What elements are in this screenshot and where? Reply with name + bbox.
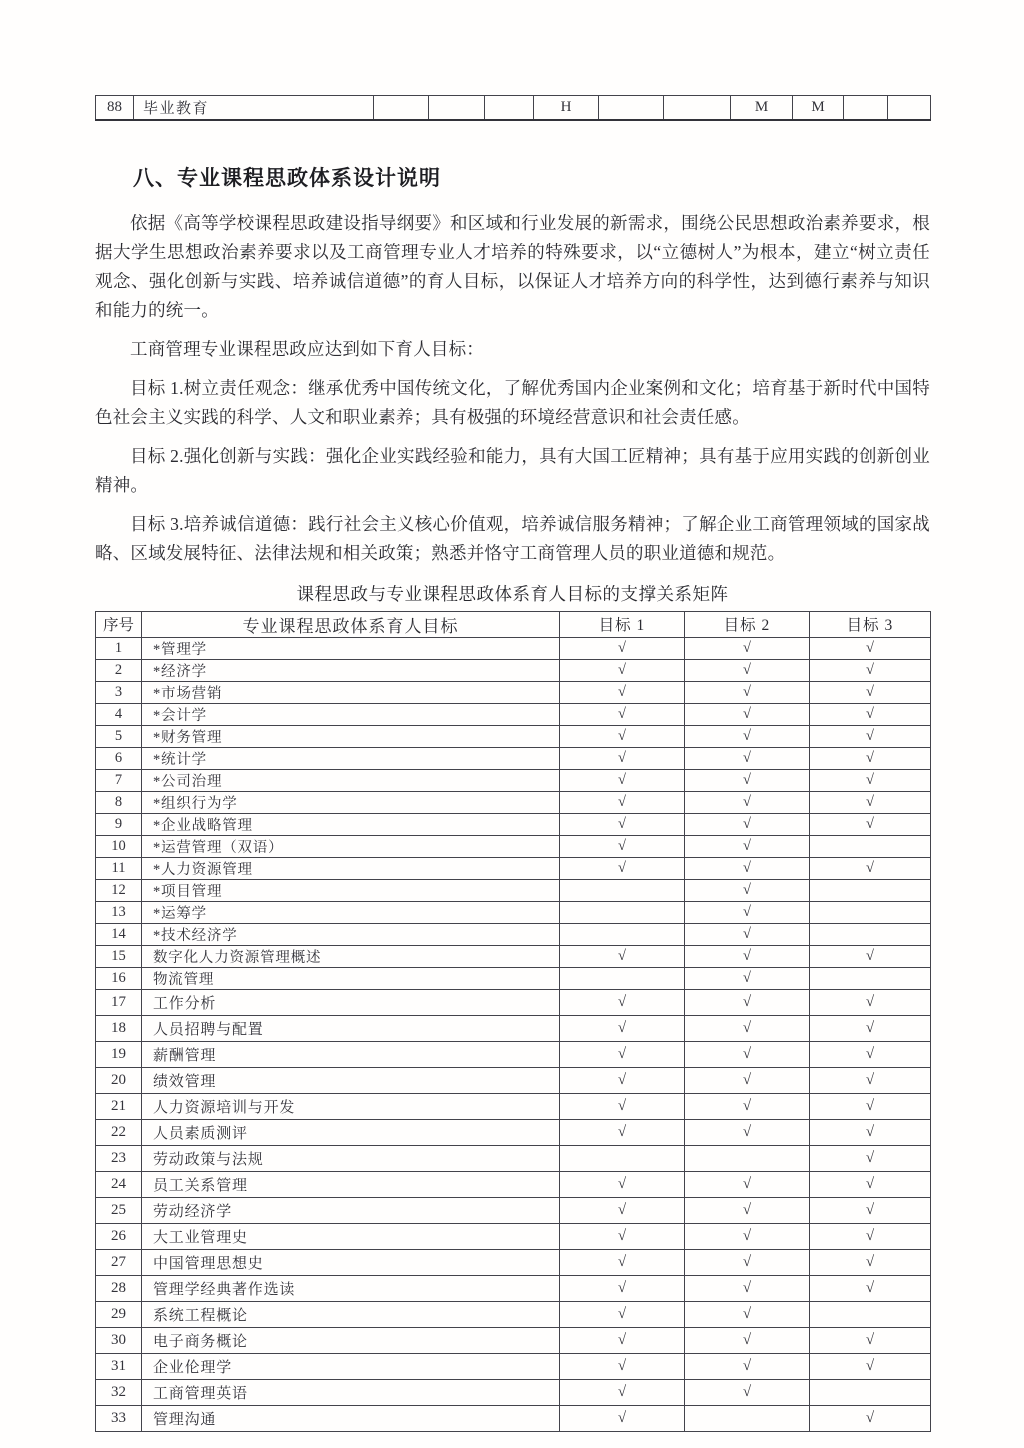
row-number-cell: 28 bbox=[96, 1275, 142, 1301]
goal-mark-cell: √ bbox=[810, 1275, 931, 1301]
row-number-cell: 13 bbox=[96, 901, 142, 923]
course-name-cell: *运筹学 bbox=[142, 901, 560, 923]
course-name-cell: *财务管理 bbox=[142, 725, 560, 747]
goal-mark-cell: √ bbox=[810, 1249, 931, 1275]
row-number-cell: 19 bbox=[96, 1041, 142, 1067]
goal-mark-cell: √ bbox=[810, 1223, 931, 1249]
table-row bbox=[96, 1041, 931, 1067]
goal-mark-cell: √ bbox=[685, 1197, 810, 1223]
course-name-cell: *公司治理 bbox=[142, 769, 560, 791]
body-paragraphs bbox=[95, 209, 930, 568]
goal-mark-cell: √ bbox=[685, 1379, 810, 1405]
table-row bbox=[96, 923, 931, 945]
goal-mark-cell: √ bbox=[685, 791, 810, 813]
goal-mark-cell: √ bbox=[560, 1041, 685, 1067]
matrix-table-body bbox=[96, 637, 931, 1431]
goal-mark-cell: √ bbox=[810, 989, 931, 1015]
course-name-cell: 系统工程概论 bbox=[142, 1301, 560, 1327]
course-name-cell: *组织行为学 bbox=[142, 791, 560, 813]
goal-mark-cell: √ bbox=[560, 637, 685, 659]
goal-mark-cell: √ bbox=[810, 813, 931, 835]
goal-mark-cell bbox=[810, 967, 931, 989]
goal-mark-cell: √ bbox=[685, 967, 810, 989]
goal-mark-cell: √ bbox=[685, 1119, 810, 1145]
goal-mark-cell: √ bbox=[560, 1197, 685, 1223]
goal-mark-cell: √ bbox=[560, 1015, 685, 1041]
row-number-cell: 2 bbox=[96, 659, 142, 681]
row-number-cell: 32 bbox=[96, 1379, 142, 1405]
row-number-cell: 23 bbox=[96, 1145, 142, 1171]
grade-mark-cell bbox=[599, 96, 664, 120]
row-number-cell: 7 bbox=[96, 769, 142, 791]
goal-mark-cell: √ bbox=[685, 857, 810, 879]
course-name-cell: 数字化人力资源管理概述 bbox=[142, 945, 560, 967]
course-name-cell: 管理学经典著作选读 bbox=[142, 1275, 560, 1301]
goal-mark-cell: √ bbox=[560, 1119, 685, 1145]
goal-mark-cell: √ bbox=[810, 1327, 931, 1353]
course-name-cell: 工商管理英语 bbox=[142, 1379, 560, 1405]
table-row bbox=[96, 967, 931, 989]
goal-mark-cell: √ bbox=[560, 703, 685, 725]
goal-mark-cell: √ bbox=[560, 1093, 685, 1119]
row-number-cell: 1 bbox=[96, 637, 142, 659]
goal-mark-cell: √ bbox=[560, 769, 685, 791]
row-number-cell: 26 bbox=[96, 1223, 142, 1249]
course-name-cell: 人员素质测评 bbox=[142, 1119, 560, 1145]
table-row bbox=[96, 1223, 931, 1249]
table-row bbox=[96, 725, 931, 747]
goal-mark-cell: √ bbox=[560, 791, 685, 813]
grade-mark-cell bbox=[888, 96, 931, 120]
row-number-cell: 16 bbox=[96, 967, 142, 989]
goal-mark-cell: √ bbox=[810, 725, 931, 747]
goal-mark-cell: √ bbox=[685, 1041, 810, 1067]
goal-mark-cell: √ bbox=[560, 1223, 685, 1249]
table-row bbox=[96, 1067, 931, 1093]
grade-mark-cell bbox=[429, 96, 485, 120]
course-name-cell: *企业战略管理 bbox=[142, 813, 560, 835]
goal-mark-cell: √ bbox=[560, 725, 685, 747]
header-cell-course: 专业课程思政体系育人目标 bbox=[142, 611, 560, 637]
goal-mark-cell bbox=[685, 1145, 810, 1171]
grade-mark-cell bbox=[374, 96, 429, 120]
course-name-cell: 电子商务概论 bbox=[142, 1327, 560, 1353]
goal-mark-cell: √ bbox=[560, 857, 685, 879]
table-row bbox=[96, 1015, 931, 1041]
header-cell-seq: 序号 bbox=[96, 611, 142, 637]
table-row bbox=[96, 1353, 931, 1379]
row-number-cell: 18 bbox=[96, 1015, 142, 1041]
goal-mark-cell: √ bbox=[810, 1171, 931, 1197]
goal-mark-cell: √ bbox=[685, 1171, 810, 1197]
goal-mark-cell bbox=[685, 1405, 810, 1431]
course-name-cell: 人员招聘与配置 bbox=[142, 1015, 560, 1041]
goal-mark-cell bbox=[810, 1379, 931, 1405]
goal-mark-cell: √ bbox=[810, 1067, 931, 1093]
course-name-cell: 劳动经济学 bbox=[142, 1197, 560, 1223]
row-number-cell: 9 bbox=[96, 813, 142, 835]
goal-mark-cell bbox=[560, 1145, 685, 1171]
table-row bbox=[96, 1249, 931, 1275]
goal-mark-cell: √ bbox=[810, 1353, 931, 1379]
table-row bbox=[96, 703, 931, 725]
course-name-cell: *项目管理 bbox=[142, 879, 560, 901]
course-name-cell: 工作分析 bbox=[142, 989, 560, 1015]
course-name-cell: 大工业管理史 bbox=[142, 1223, 560, 1249]
goal-mark-cell: √ bbox=[685, 901, 810, 923]
course-name-cell: *人力资源管理 bbox=[142, 857, 560, 879]
course-name-cell: 人力资源培训与开发 bbox=[142, 1093, 560, 1119]
goal-mark-cell bbox=[560, 967, 685, 989]
goal-mark-cell: √ bbox=[560, 989, 685, 1015]
goal-mark-cell: √ bbox=[685, 923, 810, 945]
goal-mark-cell: √ bbox=[685, 1249, 810, 1275]
table-row bbox=[96, 813, 931, 835]
goal-mark-cell: √ bbox=[560, 659, 685, 681]
table-row bbox=[96, 747, 931, 769]
row-number-cell: 20 bbox=[96, 1067, 142, 1093]
goal-mark-cell: √ bbox=[685, 813, 810, 835]
table-row bbox=[96, 1197, 931, 1223]
table-row bbox=[96, 835, 931, 857]
course-name-cell: *技术经济学 bbox=[142, 923, 560, 945]
row-number-cell: 24 bbox=[96, 1171, 142, 1197]
table-row bbox=[96, 637, 931, 659]
table-row bbox=[96, 659, 931, 681]
row-number-cell: 3 bbox=[96, 681, 142, 703]
goal-mark-cell: √ bbox=[685, 769, 810, 791]
grade-mark-cell bbox=[664, 96, 731, 120]
row-number-cell: 27 bbox=[96, 1249, 142, 1275]
table-row bbox=[96, 901, 931, 923]
course-name-cell: *管理学 bbox=[142, 637, 560, 659]
goal-mark-cell: √ bbox=[685, 1015, 810, 1041]
table-row bbox=[96, 857, 931, 879]
paragraph-goal-2: 目标 2.强化创新与实践：强化企业实践经验和能力，具有大国工匠精神；具有基于应用实践的创新创业精神。 bbox=[95, 445, 930, 495]
goal-mark-cell: √ bbox=[810, 659, 931, 681]
goal-mark-cell bbox=[560, 901, 685, 923]
goal-mark-cell bbox=[560, 879, 685, 901]
table-row bbox=[96, 681, 931, 703]
grade-mark-cell: M bbox=[731, 96, 793, 120]
top-table-fragment bbox=[95, 95, 931, 121]
goal-mark-cell: √ bbox=[685, 879, 810, 901]
row-number-cell: 31 bbox=[96, 1353, 142, 1379]
row-number-cell: 25 bbox=[96, 1197, 142, 1223]
paragraph-goal-1: 目标 1.树立责任观念：继承优秀中国传统文化，了解优秀国内企业案例和文化；培育基于新时代中国特色社会主义实践的科学、人文和职业素养；具有极强的环境经营意识和社会责任感。 bbox=[95, 377, 930, 427]
goal-mark-cell: √ bbox=[685, 1067, 810, 1093]
table-row bbox=[96, 945, 931, 967]
goal-mark-cell: √ bbox=[810, 637, 931, 659]
goal-mark-cell: √ bbox=[685, 637, 810, 659]
header-cell-goal-3: 目标 3 bbox=[810, 611, 931, 637]
row-number-cell: 29 bbox=[96, 1301, 142, 1327]
goal-mark-cell: √ bbox=[560, 1379, 685, 1405]
goal-mark-cell: √ bbox=[685, 1275, 810, 1301]
course-name-cell: *统计学 bbox=[142, 747, 560, 769]
course-name-cell: *经济学 bbox=[142, 659, 560, 681]
fragment-table-row bbox=[96, 96, 931, 120]
goal-mark-cell: √ bbox=[810, 1041, 931, 1067]
course-name-cell: 薪酬管理 bbox=[142, 1041, 560, 1067]
matrix-header-row bbox=[96, 611, 931, 637]
paragraph-goal-3: 目标 3.培养诚信道德：践行社会主义核心价值观，培养诚信服务精神；了解企业工商管理领域的国家战略、区域发展特征、法律法规和相关政策；熟悉并恪守工商管理人员的职业道德和规范。 bbox=[95, 513, 930, 563]
goal-mark-cell: √ bbox=[685, 1301, 810, 1327]
goal-mark-cell: √ bbox=[810, 1405, 931, 1431]
row-number-cell: 17 bbox=[96, 989, 142, 1015]
table-row bbox=[96, 1275, 931, 1301]
table-row bbox=[96, 1379, 931, 1405]
goal-mark-cell: √ bbox=[810, 945, 931, 967]
goal-mark-cell: √ bbox=[685, 835, 810, 857]
table-row bbox=[96, 1119, 931, 1145]
goal-mark-cell: √ bbox=[685, 945, 810, 967]
row-number-cell: 88 bbox=[96, 96, 134, 120]
goal-mark-cell: √ bbox=[560, 1275, 685, 1301]
row-number-cell: 10 bbox=[96, 835, 142, 857]
row-number-cell: 8 bbox=[96, 791, 142, 813]
table-row bbox=[96, 1327, 931, 1353]
table-row bbox=[96, 791, 931, 813]
goal-mark-cell bbox=[560, 923, 685, 945]
grade-mark-cell: M bbox=[793, 96, 844, 120]
goal-mark-cell: √ bbox=[810, 747, 931, 769]
table-row bbox=[96, 1171, 931, 1197]
table-row bbox=[96, 1405, 931, 1431]
goal-mark-cell: √ bbox=[810, 1119, 931, 1145]
row-number-cell: 12 bbox=[96, 879, 142, 901]
goal-mark-cell: √ bbox=[685, 1093, 810, 1119]
row-number-cell: 22 bbox=[96, 1119, 142, 1145]
course-name-cell: 中国管理思想史 bbox=[142, 1249, 560, 1275]
support-matrix-table bbox=[95, 611, 931, 1432]
goal-mark-cell: √ bbox=[685, 989, 810, 1015]
table-row bbox=[96, 879, 931, 901]
section-heading: 八、专业课程思政体系设计说明 bbox=[133, 166, 441, 190]
table-row bbox=[96, 1093, 931, 1119]
goal-mark-cell: √ bbox=[685, 681, 810, 703]
goal-mark-cell: √ bbox=[685, 1353, 810, 1379]
goal-mark-cell: √ bbox=[810, 1145, 931, 1171]
course-name-cell: *会计学 bbox=[142, 703, 560, 725]
goal-mark-cell: √ bbox=[560, 681, 685, 703]
goal-mark-cell: √ bbox=[560, 945, 685, 967]
row-number-cell: 11 bbox=[96, 857, 142, 879]
goal-mark-cell: √ bbox=[810, 791, 931, 813]
course-name-cell: *运营管理（双语） bbox=[142, 835, 560, 857]
header-cell-goal-1: 目标 1 bbox=[560, 611, 685, 637]
row-number-cell: 21 bbox=[96, 1093, 142, 1119]
goal-mark-cell: √ bbox=[685, 725, 810, 747]
goal-mark-cell: √ bbox=[560, 1353, 685, 1379]
goal-mark-cell bbox=[810, 879, 931, 901]
header-cell-goal-2: 目标 2 bbox=[685, 611, 810, 637]
goal-mark-cell: √ bbox=[560, 1405, 685, 1431]
goal-mark-cell: √ bbox=[560, 835, 685, 857]
goal-mark-cell: √ bbox=[810, 769, 931, 791]
goal-mark-cell bbox=[810, 923, 931, 945]
goal-mark-cell: √ bbox=[685, 1223, 810, 1249]
course-name-cell: 绩效管理 bbox=[142, 1067, 560, 1093]
row-number-cell: 6 bbox=[96, 747, 142, 769]
matrix-table-title: 课程思政与专业课程思政体系育人目标的支撑关系矩阵 bbox=[296, 583, 729, 604]
row-number-cell: 30 bbox=[96, 1327, 142, 1353]
grade-mark-cell bbox=[485, 96, 534, 120]
course-name-cell: 物流管理 bbox=[142, 967, 560, 989]
grade-mark-cell bbox=[844, 96, 888, 120]
goal-mark-cell: √ bbox=[560, 1249, 685, 1275]
row-number-cell: 33 bbox=[96, 1405, 142, 1431]
goal-mark-cell: √ bbox=[810, 1015, 931, 1041]
course-name-cell: 管理沟通 bbox=[142, 1405, 560, 1431]
goal-mark-cell: √ bbox=[685, 703, 810, 725]
course-name-cell: 劳动政策与法规 bbox=[142, 1145, 560, 1171]
goal-mark-cell: √ bbox=[685, 659, 810, 681]
row-number-cell: 15 bbox=[96, 945, 142, 967]
goal-mark-cell: √ bbox=[685, 747, 810, 769]
goal-mark-cell: √ bbox=[685, 1327, 810, 1353]
goal-mark-cell: √ bbox=[560, 1327, 685, 1353]
goal-mark-cell: √ bbox=[810, 857, 931, 879]
row-number-cell: 14 bbox=[96, 923, 142, 945]
course-name-cell: 毕业教育 bbox=[134, 96, 374, 120]
goal-mark-cell: √ bbox=[560, 1301, 685, 1327]
course-name-cell: *市场营销 bbox=[142, 681, 560, 703]
goal-mark-cell bbox=[810, 1301, 931, 1327]
goal-mark-cell: √ bbox=[560, 1171, 685, 1197]
goal-mark-cell: √ bbox=[810, 703, 931, 725]
goal-mark-cell: √ bbox=[560, 813, 685, 835]
paragraph-goals-lead: 工商管理专业课程思政应达到如下育人目标： bbox=[130, 338, 484, 359]
goal-mark-cell bbox=[810, 835, 931, 857]
paragraph-intro: 依据《高等学校课程思政建设指导纲要》和区域和行业发展的新需求，围绕公民思想政治素养要求，根据大学生思想政治素养要求以及工商管理专业人才培养的特殊要求，以“立德树人”为根本，建立“树立责任观念、强化创新与实践、培养诚信道德”的育人目标，以保证人才培养方向的科学性，达到德行素养与知识和能力的统一。 bbox=[95, 212, 930, 320]
course-name-cell: 企业伦理学 bbox=[142, 1353, 560, 1379]
goal-mark-cell: √ bbox=[810, 1197, 931, 1223]
goal-mark-cell: √ bbox=[810, 1093, 931, 1119]
row-number-cell: 5 bbox=[96, 725, 142, 747]
goal-mark-cell: √ bbox=[810, 681, 931, 703]
table-row bbox=[96, 1301, 931, 1327]
table-row bbox=[96, 1145, 931, 1171]
goal-mark-cell: √ bbox=[560, 1067, 685, 1093]
grade-mark-cell: H bbox=[534, 96, 599, 120]
course-name-cell: 员工关系管理 bbox=[142, 1171, 560, 1197]
goal-mark-cell: √ bbox=[560, 747, 685, 769]
row-number-cell: 4 bbox=[96, 703, 142, 725]
table-row bbox=[96, 769, 931, 791]
goal-mark-cell bbox=[810, 901, 931, 923]
table-row bbox=[96, 989, 931, 1015]
